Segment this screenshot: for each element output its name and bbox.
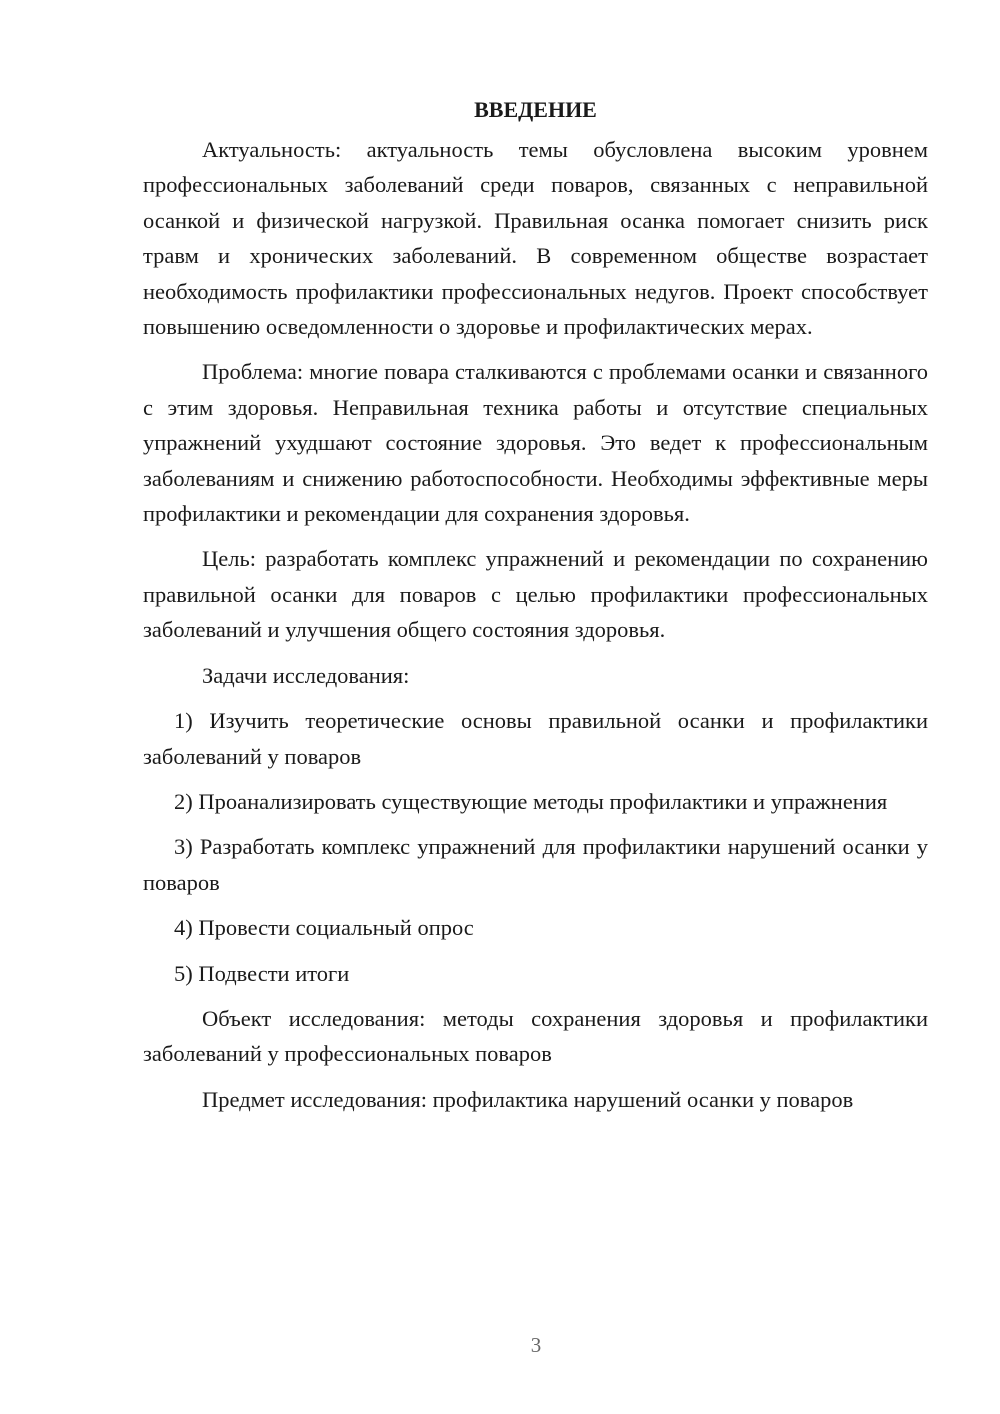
task-item-2: 2) Проанализировать существующие методы профилактики и упражнения (174, 788, 888, 814)
object-paragraph: Объект исследования: методы сохранения здоровья и профилактики заболеваний у профессиональных поваров (143, 1005, 928, 1067)
tasks-heading: Задачи исследования: (202, 662, 410, 688)
subject-paragraph: Предмет исследования: профилактика нарушений осанки у поваров (202, 1086, 854, 1112)
task-item-1: 1) Изучить теоретические основы правильной осанки и профилактики заболеваний у поваров (143, 708, 928, 769)
page-number: 3 (530, 1333, 542, 1357)
task-item-5: 5) Подвести итоги (174, 960, 350, 986)
section-heading: ВВЕДЕНИЕ (474, 97, 597, 122)
relevance-paragraph: Актуальность: актуальность темы обусловлена высоким уровнем профессиональных заболеваний среди поваров, связанных с неправильной осанкой и физической нагрузкой. Правильная осанка помогает снизить риск травм и хронических заболеваний. В современном обществе возрастает необходимость профилактики профессиональных недугов. Проект способствует повышению осведомленности о здоровье и профилактических мерах. (143, 137, 928, 340)
task-item-3: 3) Разработать комплекс упражнений для профилактики нарушений осанки у поваров (143, 834, 928, 895)
page-content (143, 92, 928, 1127)
problem-paragraph: Проблема: многие повара сталкиваются с проблемами осанки и связанного с этим здоровья. Неправильная техника работы и отсутствие специальных упражнений ухудшают состояние здоровья. Это ведет к профессиональным заболеваниям и снижению работоспособности. Необходимы эффективные меры профилактики и рекомендации для сохранения здоровья. (143, 359, 928, 527)
tasks-list (143, 703, 928, 991)
goal-paragraph: Цель: разработать комплекс упражнений и рекомендации по сохранению правильной осанки для поваров с целью профилактики профессиональных заболеваний и улучшения общего состояния здоровья. (143, 546, 928, 643)
task-item-4: 4) Провести социальный опрос (174, 915, 474, 941)
